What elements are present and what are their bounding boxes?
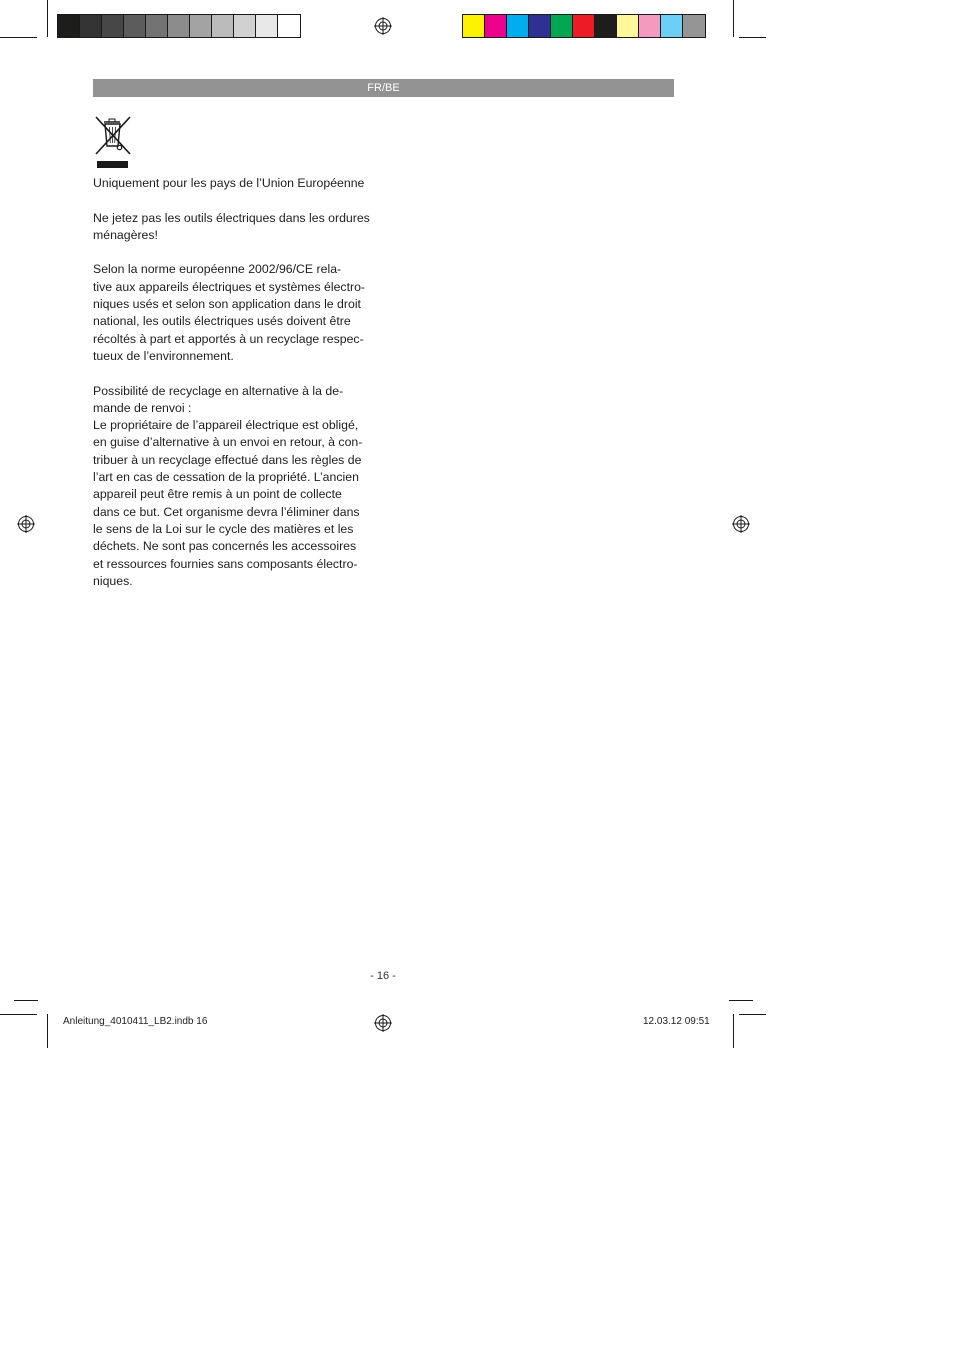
color-swatch bbox=[551, 15, 573, 37]
crop-mark bbox=[733, 0, 734, 37]
crop-mark bbox=[739, 37, 766, 38]
registration-mark-icon bbox=[374, 1014, 392, 1032]
color-swatch bbox=[463, 15, 485, 37]
crop-mark bbox=[47, 0, 48, 37]
crop-mark bbox=[0, 37, 37, 38]
color-swatch bbox=[168, 15, 190, 37]
eu-heading: Uniquement pour les pays de l’Union Européenne bbox=[93, 176, 365, 190]
color-swatch bbox=[102, 15, 124, 37]
crop-mark bbox=[47, 1014, 48, 1048]
page-number: - 16 - bbox=[370, 970, 396, 982]
crop-mark bbox=[729, 1000, 753, 1001]
color-swatch bbox=[507, 15, 529, 37]
color-swatch bbox=[529, 15, 551, 37]
registration-mark-icon bbox=[17, 515, 35, 533]
color-swatch bbox=[617, 15, 639, 37]
registration-mark-icon bbox=[374, 17, 392, 35]
registration-mark-icon bbox=[732, 515, 750, 533]
crossed-out-wheelie-bin-icon bbox=[93, 114, 133, 170]
color-swatch bbox=[80, 15, 102, 37]
timestamp: 12.03.12 09:51 bbox=[643, 1016, 710, 1027]
file-name: Anleitung_4010411_LB2.indb 16 bbox=[63, 1016, 208, 1027]
crop-mark bbox=[739, 1014, 766, 1015]
color-swatch bbox=[639, 15, 661, 37]
color-swatch bbox=[683, 15, 705, 37]
color-swatch bbox=[124, 15, 146, 37]
color-swatch bbox=[146, 15, 168, 37]
crop-mark bbox=[0, 1014, 37, 1015]
color-swatch bbox=[234, 15, 256, 37]
grayscale-color-bar bbox=[57, 14, 301, 38]
color-swatch bbox=[278, 15, 300, 37]
color-swatch bbox=[58, 15, 80, 37]
language-label: FR/BE bbox=[367, 82, 400, 94]
color-swatch bbox=[485, 15, 507, 37]
alternative-paragraph: Possibilité de recyclage en alternative à la de- mande de renvoi : Le propriétaire de l’appareil électrique est obligé, en guise d’alternative à un envoi en retour, à con- tribuer à un recyclage effectué dans les règles de l’art en cas de cessation de la propriété. L’ancien appareil peut être remis à un point de collecte dans ce but. Cet organisme devra l’éliminer dans le sens de la Loi sur le cycle des matières et les déchets. Ne sont pas concernés les accessoires et ressources fournies sans composants électro- niques. bbox=[93, 383, 363, 588]
color-swatch bbox=[212, 15, 234, 37]
directive-paragraph: Selon la norme européenne 2002/96/CE rela- tive aux appareils électriques et systèmes électro- niques usés et selon son application dans le droit national, les outils électriques usés doivent être récoltés à part et apportés à un recyclage respec- tueux de l’environnement. bbox=[93, 262, 366, 363]
warning-paragraph: Ne jetez pas les outils électriques dans les ordures ménagères! bbox=[93, 210, 370, 242]
process-color-bar bbox=[462, 14, 706, 38]
color-swatch bbox=[595, 15, 617, 37]
recycling-notice bbox=[93, 175, 383, 590]
color-swatch bbox=[661, 15, 683, 37]
crop-mark bbox=[14, 1000, 38, 1001]
color-swatch bbox=[573, 15, 595, 37]
crop-mark bbox=[733, 1014, 734, 1048]
color-swatch bbox=[256, 15, 278, 37]
color-swatch bbox=[190, 15, 212, 37]
language-header-bar bbox=[93, 79, 674, 97]
